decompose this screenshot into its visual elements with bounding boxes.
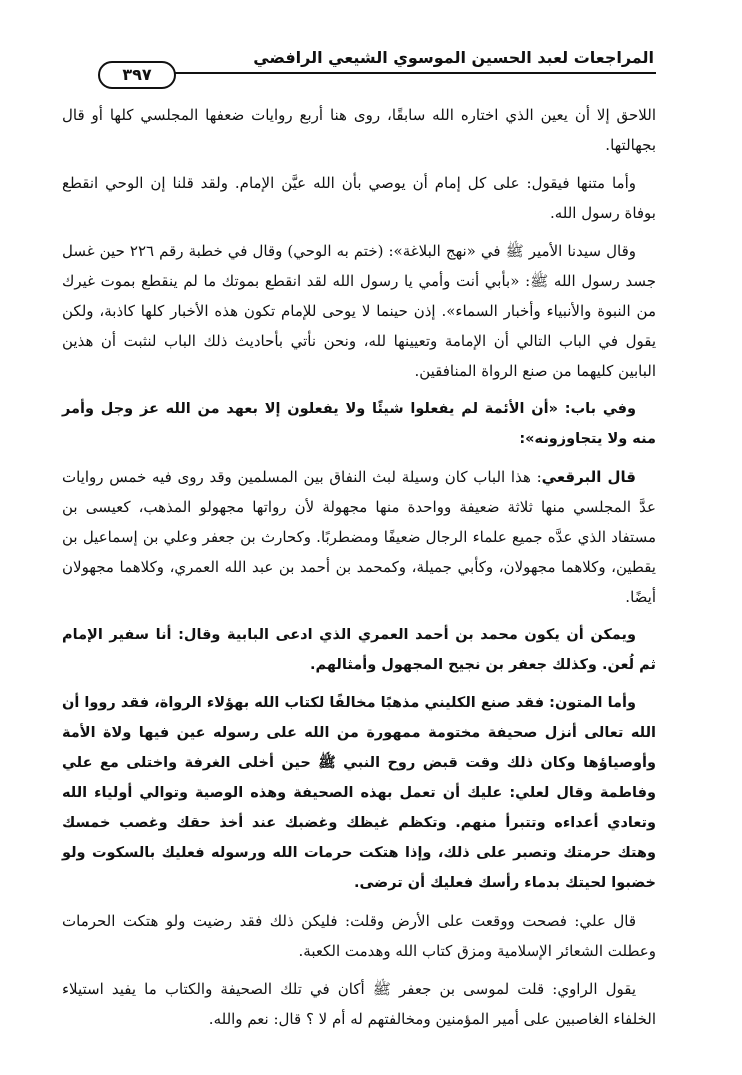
paragraph-lead: قال البرقعي xyxy=(541,468,636,486)
book-title: المراجعات لعبد الحسين الموسوي الشيعي الرافضي xyxy=(253,48,654,67)
paragraph: اللاحق إلا أن يعين الذي اختاره الله سابقًا، روى هنا أربع روايات ضعفها المجلسي كلها أو قال بجهالتها. xyxy=(62,106,656,154)
paragraph: ويمكن أن يكون محمد بن أحمد العمري الذي ادعى البابية وقال: أنا سفير الإمام ثم لُعن. وكذلك جعفر بن نجيح المجهول وأمثالهم. xyxy=(62,627,656,673)
page-number: ٣٩٧ xyxy=(98,61,176,89)
running-header xyxy=(100,46,654,70)
header-divider xyxy=(170,72,656,74)
paragraph: وأما متنها فيقول: على كل إمام أن يوصي بأن الله عيَّن الإمام. ولقد قلنا إن الوحي انقطع بوفاة رسول الله. xyxy=(62,174,656,222)
paragraph-text: : هذا الباب كان وسيلة لبث النفاق بين المسلمين وقد روى فيه خمس روايات عدَّ المجلسي منها ثلاثة ضعيفة وواحدة منها مجهولة لأن رواتها مجهولو المذهب، كعيسى بن مستفاد الذي عدَّه جميع علماء الرجال ضعيفًا ومضطربًا. وكحارث بن جعفر وعلي بن إسماعيل بن يقطين، وكلاهما مجهولان، وكأبي جميلة، وكمحمد بن أحمد بن عبد الله العمري، وكلاهما مجهولان أيضًا. xyxy=(62,468,656,606)
chapter-heading: وفي باب: «أن الأئمة لم يفعلوا شيئًا ولا يفعلون إلا بعهد من الله عز وجل وأمر منه ولا يتجاوزونه»: xyxy=(62,401,656,447)
paragraph xyxy=(62,462,656,612)
paragraph: وقال سيدنا الأمير ﷺ في «نهج البلاغة»: (ختم به الوحي) وقال في خطبة رقم ٢٢٦ حين غسل جسد رسول الله ﷺ: «بأبي أنت وأمي يا رسول الله لقد انقطع بموتك ما لم ينقطع بموت غيرك من النبوة والأنبياء وأخبار السماء». إذن حينما لا يوحى للإمام تكون هذه الأخبار كلها كاذبة، ولكن يقول في الباب التالي أن الإمامة وتعيينها لله، ونحن نأتي بأحاديث ذلك الباب لنثبت أن هذين البابين كليهما من صنع الرواة المنافقين. xyxy=(62,242,656,380)
paragraph: يقول الراوي: قلت لموسى بن جعفر ﷺ أكان في تلك الصحيفة والكتاب ما يفيد استيلاء الخلفاء الغاصبين على أمير المؤمنين ومخالفتهم له أم لا ؟ قال: نعم والله. xyxy=(62,980,656,1028)
page-body xyxy=(62,100,656,1042)
paragraph: قال علي: فصحت ووقعت على الأرض وقلت: فليكن ذلك فقد رضيت ولو هتكت الحرمات وعطلت الشعائر الإسلامية ومزق كتاب الله وهدمت الكعبة. xyxy=(62,912,656,960)
paragraph: وأما المتون: فقد صنع الكليني مذهبًا مخالفًا لكتاب الله بهؤلاء الرواة، فقد رووا أن الله تعالى أنزل صحيفة مختومة ممهورة من الله على رسوله عين فيها ولاة الأمة وأوصياؤها وكان ذلك وقت قبض روح النبي ﷺ حين أخلى الغرفة واختلى مع علي وفاطمة وقال لعلي: عليك أن تعمل بهذه الصحيفة وهذه الوصية وتوالي أولياء الله وتعادي أعداءه وتتبرأ منهم. وتكظم غيظك وغضبك عند أخذ حقك وغصب خمسك وهتك حرمتك وتصبر على ذلك، وإذا هتكت حرمات الله ورسوله فعليك بالسكوت ولو خضبوا لحيتك بدماء رأسك فعليك أن ترضى. xyxy=(62,695,656,891)
